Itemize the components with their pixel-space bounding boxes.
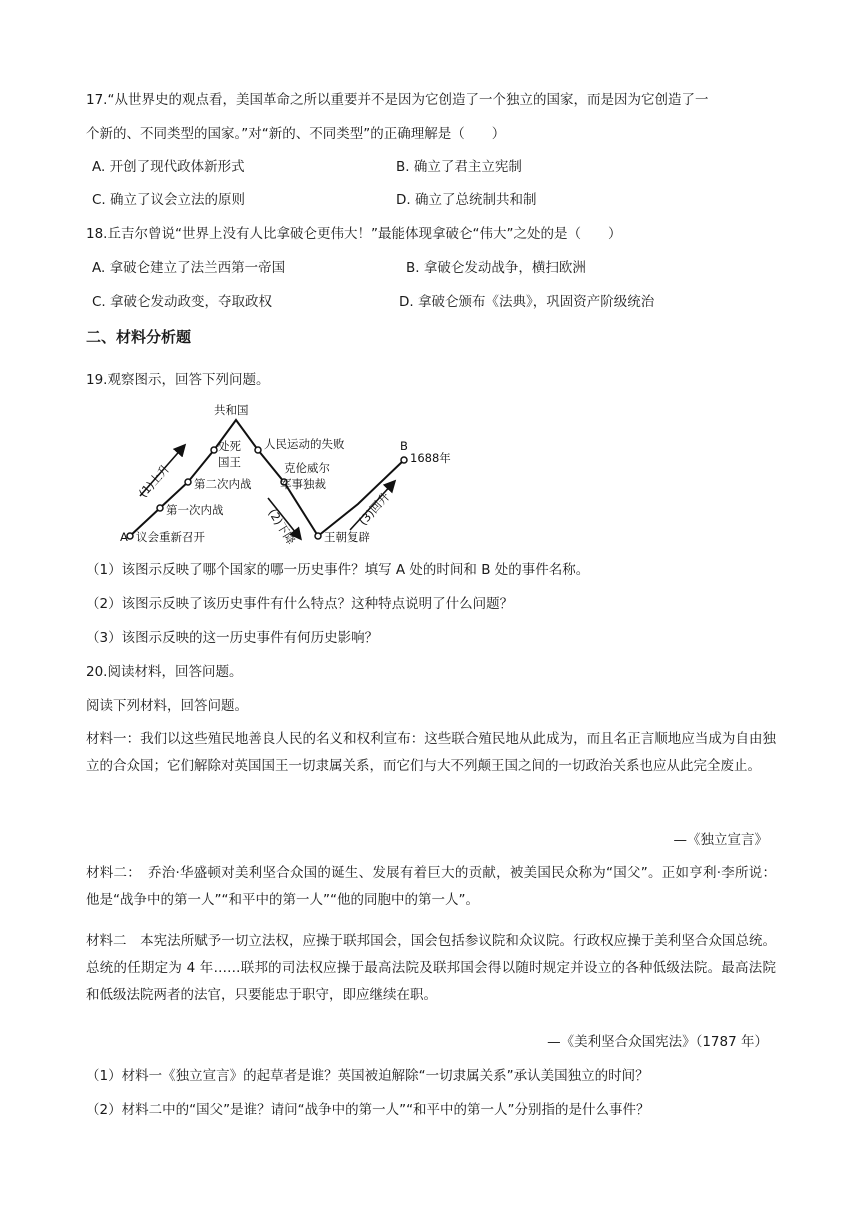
q18-option-c: C. 拿破仑发动政变，夺取政权 <box>92 294 273 310</box>
q17-option-c: C. 确立了议会立法的原则 <box>92 192 246 208</box>
q20-stem: 20.阅读材料，回答问题。 <box>86 664 243 680</box>
q17-stem-line2: 个新的、不同类型的国家。”对“新的、不同类型”的正确理解是（ ） <box>86 126 506 142</box>
node-first-war <box>157 505 163 511</box>
label-republic: 共和国 <box>214 403 249 417</box>
label-b: B <box>400 439 408 453</box>
label-second-war: 第二次内战 <box>194 477 252 491</box>
label-a-event: 议会重新召开 <box>136 530 205 544</box>
label-failure: 人民运动的失败 <box>264 437 345 451</box>
label-first-war: 第一次内战 <box>166 503 224 517</box>
material-1-source: —《独立宣言》 <box>673 832 768 848</box>
label-return: (3)回升 <box>355 489 393 529</box>
q20-intro: 阅读下列材料，回答问题。 <box>86 698 248 714</box>
label-rise: (1)上升 <box>135 461 173 501</box>
node-second-war <box>185 479 191 485</box>
q18-option-d: D. 拿破仑颁布《法典》，巩固资产阶级统治 <box>399 294 655 310</box>
section-title: 二、材料分析题 <box>86 328 192 346</box>
label-year: 1688年 <box>410 451 451 465</box>
node-restoration <box>315 533 321 539</box>
q17-option-a: A. 开创了现代政体新形式 <box>92 159 245 175</box>
label-cromwell-1: 克伦威尔 <box>284 461 330 475</box>
q18-stem: 18.丘吉尔曾说“世界上没有人比拿破仑更伟大！”最能体现拿破仑“伟大”之处的是（ ） <box>86 226 622 242</box>
node-execute-king <box>211 447 217 453</box>
material-2: 材料二： 乔治·华盛顿对美利坚合众国的诞生、发展有着巨大的贡献，被美国民众称为“国父”。正如亨利·李所说：他是“战争中的第一人”“和平中的第一人”“他的同胞中的第一人”。 <box>86 865 776 908</box>
node-b <box>401 457 407 463</box>
q19-sub-3: （3）该图示反映的这一历史事件有何历史影响？ <box>86 630 379 646</box>
q17-stem-line1: 17.“从世界史的观点看，美国革命之所以重要并不是因为它创造了一个独立的国家，而是因为它创造了一 <box>86 92 709 108</box>
node-failure <box>255 447 261 453</box>
node-a <box>127 533 133 539</box>
q19-stem: 19.观察图示，回答下列问题。 <box>86 372 270 388</box>
label-execute-king-2: 国王 <box>218 455 241 469</box>
q19-sub-1: （1）该图示反映了哪个国家的哪一历史事件？填写 A 处的时间和 B 处的事件名称。 <box>86 562 590 578</box>
label-fall: (2)下降 <box>265 506 299 547</box>
q17-option-b: B. 确立了君主立宪制 <box>396 159 522 175</box>
q19-sub-2: （2）该图示反映了该历史事件有什么特点？这种特点说明了什么问题？ <box>86 596 514 612</box>
q18-option-a: A. 拿破仑建立了法兰西第一帝国 <box>92 260 286 276</box>
q18-option-b: B. 拿破仑发动战争，横扫欧洲 <box>406 260 586 276</box>
label-a: A <box>120 530 128 544</box>
label-cromwell-2: 军事独裁 <box>280 477 326 491</box>
q20-sub-1: （1）材料一《独立宣言》的起草者是谁？英国被迫解除“一切隶属关系”承认美国独立的时间？ <box>86 1068 649 1084</box>
material-1: 材料一：我们以这些殖民地善良人民的名义和权利宣布：这些联合殖民地从此成为，而且名正言顺地应当成为自由独立的合众国；它们解除对英国国王一切隶属关系，而它们与大不列颠王国之间的一切政治关系也应从此完全废止。 <box>86 731 776 774</box>
label-restoration: 王朝复辟 <box>324 530 370 544</box>
label-execute-king-1: 处死 <box>218 439 241 453</box>
english-revolution-diagram <box>118 400 478 548</box>
material-3: 材料二 本宪法所赋予一切立法权，应操于联邦国会，国会包括参议院和众议院。行政权应操于美利坚合众国总统。总统的任期定为 4 年……联邦的司法权应操于最高法院及联邦国会得以随时规定并设立的各种低级法院。最高法院和低级法院两者的法官，只要能忠于职守，即应继续在职。 <box>86 933 776 1003</box>
material-3-source: —《美利坚合众国宪法》（1787 年） <box>547 1034 768 1050</box>
q20-sub-2: （2）材料二中的“国父”是谁？请问“战争中的第一人”“和平中的第一人”分别指的是什么事件？ <box>86 1102 650 1118</box>
q17-option-d: D. 确立了总统制共和制 <box>396 192 537 208</box>
